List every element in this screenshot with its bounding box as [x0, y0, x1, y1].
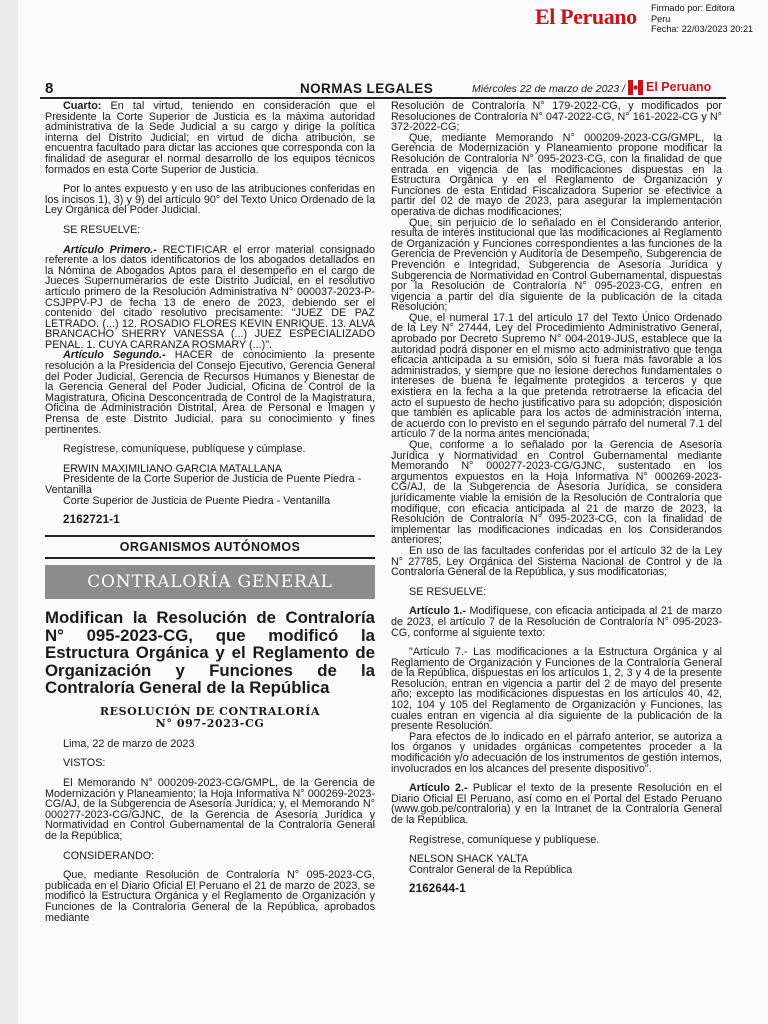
articulo-segundo [45, 350, 375, 435]
articulo-1 [391, 606, 722, 638]
left-column [45, 101, 375, 923]
se-resuelve-heading-2: SE RESUELVE: [409, 585, 487, 598]
document-code-2: 2162644-1 [409, 883, 466, 896]
articulo-segundo-label: Artículo Segundo.- [63, 349, 166, 362]
articulo-2-label: Artículo 2.- [409, 782, 468, 795]
considerando-5: Que, conforme a lo señalado por la Gerencia de Asesoría Jurídica y Normatividad en Control Gubernamental mediante Memorando N° 000277-2023-CG/GJNC, sustentado en los argumentos expuestos en la Hoja Informativa N° 000269-2023-CG/AJ, de la Subgerencia de Asesoría Jurídica, se considera jurídicamente viable la emisión de la Resolución de Contraloría que modifique, con eficacia anticipada al 21 de marzo de 2023, la Resolución de Contraloría N° 095-2023-CG, con la finalidad de implementar las modificaciones indicadas en los Considerandos anteriores; [391, 439, 722, 547]
signer-institution: Corte Superior de Justicia de Puente Piedra - Ventanilla [63, 494, 331, 507]
section-title: NORMAS LEGALES [300, 81, 434, 96]
articulo-2 [391, 783, 722, 825]
paragraph-atribuciones: Por lo antes expuesto y en uso de las atribuciones conferidas en los incisos 1), 3) y 9) del artículo 90° del Texto Único Ordenado de la Ley Orgánica del Poder Judicial. [45, 183, 375, 217]
considerando-1-continued: Resolución de Contraloría N° 179-2022-CG, y modificados por Resoluciones de Contraloría N° 047-2022-CG, N° 161-2022-CG y N° 372-2022-CG; [391, 100, 722, 134]
articulo-primero [45, 245, 375, 351]
considerando-1: Que, mediante Resolución de Contraloría N° 095-2023-CG, publicada en el Diario Oficial El Peruano el 21 de marzo de 2023, se modificó la Estructura Orgánica y el Reglamento de Organización y Funciones de la Contraloría General de la República, aprobados mediante [45, 869, 375, 924]
coat-of-arms-icon [628, 80, 643, 95]
cuarto-label: Cuarto: [63, 100, 102, 112]
signature-line-2: Peru [651, 13, 671, 24]
signer-name: ERWIN MAXIMILIANO GARCIA MATALLANA [63, 462, 282, 475]
considerando-6: En uso de las facultades conferidas por el artículo 32 de la Ley N° 27785, Ley Orgánica del Sistema Nacional de Control y de la Contraloría General de la República, y sus modificatorias; [391, 544, 722, 579]
document-code: 2162721-1 [63, 514, 120, 527]
considerando-heading: CONSIDERANDO: [63, 849, 155, 862]
paragraph-cuarto [45, 101, 375, 175]
signer-name-2: NELSON SHACK YALTA [409, 853, 529, 866]
cuarto-text: En tal virtud, teniendo en consideración que el Presidente la Corte Superior de Justicia es la máxima autoridad administrativa de la Sede Judicial a su cargo y dirige la política interna del Distrito Judicial; en virtud de dicha atribución, se encuentra facultado para dictar las acciones que corresponda con la finalidad de asegurar el normal desarrollo de los equipos técnicos formados en esta Corte Superior de Justicia. [45, 100, 375, 176]
articulo-2-text: Publicar el texto de la presente Resolución en el Diario Oficial El Peruano, así como en el Portal del Estado Peruano (www.gob.pe/contraloria) y en la Intranet de la Contraloría General de la República. [391, 782, 723, 826]
resolution-name: RESOLUCIÓN DE CONTRALORÍA [99, 704, 321, 718]
document-title: Modifican la Resolución de Contraloría N° 095-2023-CG, que modificó la Estructura Orgánica y el Reglamento de Organización y Funciones de la Contraloría General de la República [45, 608, 375, 698]
header-brand: El Peruano [646, 80, 712, 94]
signer-position: Presidente de la Corte Superior de Justicia de Puente Piedra - Ventanilla [45, 473, 362, 496]
signature-line-1: Firmado por: Editora [651, 3, 735, 13]
articulo-segundo-text: HACER de conocimiento la presente resolución a la Presidencia del Consejo Ejecutivo, Gerencia General del Poder Judicial, Gerencia de Recursos Humanos y Bienestar de la Gerencia General del Poder Judicial, Oficina de Control de la Magistratura, Oficina Desconcentrada de Control de la Magistratura, Oficina de Administración Distrital, Área de Personal e Imagen y Prensa de este Distrito Judicial, para su conocimiento y fines pertinentes. [45, 349, 375, 436]
header-divider [40, 97, 726, 99]
place-date: Lima, 22 de marzo de 2023 [63, 737, 195, 750]
articulo-primero-label: Artículo Primero.- [63, 243, 157, 256]
considerando-3: Que, sin perjuicio de lo señalado en el Considerando anterior, resulta de interés institucional que las modificaciones al Reglamento de Organización y Funciones correspondientes a las funciones de la Gerencia de Prevención y Auditoría de Desempeño, Subgerencia de Prevención e Integridad, Subgerencia de Asesoría Jurídica y Subgerencia de Normatividad en Control Gubernamental, dispuestas por la Resolución de Contraloría N° 095-2023-CG, entren en vigencia a partir del día siguiente de la publicación de la citada Resolución; [391, 216, 722, 314]
quoted-article-7-paragraph-2: Para efectos de lo indicado en el párrafo anterior, se autoriza a los órganos y unidades orgánicas competentes proceder a la modificación y/o adecuación de los instrumentos de gestión internos, involucrados en los alcances del presente dispositivo". [391, 730, 722, 775]
considerando-2: Que, mediante Memorando N° 000209-2023-CG/GMPL, la Gerencia de Modernización y Planeamiento propone modificar la Resolución de Contraloría N° 095-2023-CG, con la finalidad de que entrada en vigencia de las modificaciones dispuestas en la Estructura Orgánica y en el Reglamento de Organización y Funciones de esta Entidad Fiscalizadora Superior se efectivice a partir del 02 de mayo de 2023, para asegurar la implementación operativa de dichas modificaciones; [391, 131, 722, 218]
right-column [391, 101, 722, 895]
closing-formula: Regístrese, comuníquese, publíquese y cúmplase. [63, 443, 306, 456]
page-number: 8 [45, 80, 54, 97]
signature-strip [0, 0, 768, 35]
signature-brand: El Peruano [535, 4, 637, 29]
closing-formula-2: Regístrese, comuníquese y publíquese. [409, 833, 600, 846]
resolution-number: N° 097-2023-CG [155, 716, 265, 730]
articulo-1-label: Artículo 1.- [409, 605, 466, 618]
se-resuelve-heading: SE RESUELVE: [63, 223, 141, 236]
considerando-4: Que, el numeral 17.1 del artículo 17 del Texto Único Ordenado de la Ley N° 27444, Ley del Procedimiento Administrativo General, aprobado por Decreto Supremo N° 004-2019-JUS, establece que la autoridad podrá disponer en el mismo acto administrativo que tenga eficacia anticipada a su emisión, sólo si fuera más favorable a los administrados, y siempre que no lesione derechos fundamentales o intereses de buena fe legalmente protegidos a terceros y que existiera en la fecha a la que pretenda retrotraerse la eficacia del acto el supuesto de hecho justificativo para su adopción; disposición que también es aplicable para los actos de administración interna, de acuerdo con lo previsto en el segundo párrafo del numeral 7.1 del artículo 7 de la norma antes mencionada; [391, 311, 722, 441]
signer-title-2: Contralor General de la República [409, 863, 573, 876]
signature-text [651, 3, 753, 35]
quoted-article-7: "Artículo 7.- Las modificaciones a la Estructura Orgánica y al Reglamento de Organización y Funciones de la Contraloría General de la República, dispuestas en los artículos 1, 2, 3 y 4 de la presente Resolución, entran en vigencia a partir del 2 de mayo del presente año; excepto las modificaciones dispuestas en los artículos 40, 42, 102, 104 y 105 del Reglamento de Organización y Funciones, las cuales entran en vigencia al día siguiente de la publicación de la presente Resolución. [391, 646, 722, 733]
articulo-1-text: Modifíquese, con eficacia anticipada al 21 de marzo de 2023, el artículo 7 de la Resolución de Contraloría N° 095-2023-CG, conforme al siguiente texto: [391, 605, 723, 639]
resolution-heading [45, 706, 375, 730]
signature-line-3: Fecha: 22/03/2023 20:21 [651, 24, 754, 35]
vistos-heading: VISTOS: [63, 757, 106, 770]
entity-banner: CONTRALORÍA GENERAL [45, 565, 375, 599]
articulo-primero-text: RECTIFICAR el error material consignado referente a los datos identificatorios de los abogados detallados en la Nómina de Abogados Aptos para el desempeño en el cargo de Jueces Supernumerarios de este Distrito Judicial, en el resolutivo artículo primero de la Resolución Administrativa N° 000037-2023-P-CSJPPV-PJ de fecha 13 de enero de 2023, debiendo ser el contenido del citado resolutivo precisamente: "JUEZ DE PAZ LETRADO. (...) 12. ROSADIO FLORES KEVIN ENRIQUE. 13. ALVA BRANCACHO SHERRY VANESSA (...) JUEZ ESPECIALIZADO PENAL. 1. CUYA CARRANZA ROSMARY (...)". [45, 243, 375, 351]
section-heading-organismos: ORGANISMOS AUTÓNOMOS [45, 535, 375, 560]
vistos-text: El Memorando N° 000209-2023-CG/GMPL, de la Gerencia de Modernización y Planeamiento; la Hoja Informativa N° 000269-2023-CG/AJ, de la Subgerencia de Asesoría Jurídica; y, el Memorando N° 000277-2023-CG/GJNC, de la Gerencia de Asesoría Jurídica y Normatividad en Control Gubernamental de la Contraloría General de la República; [45, 777, 375, 843]
header-date: Miércoles 22 de marzo de 2023 / [472, 83, 625, 95]
